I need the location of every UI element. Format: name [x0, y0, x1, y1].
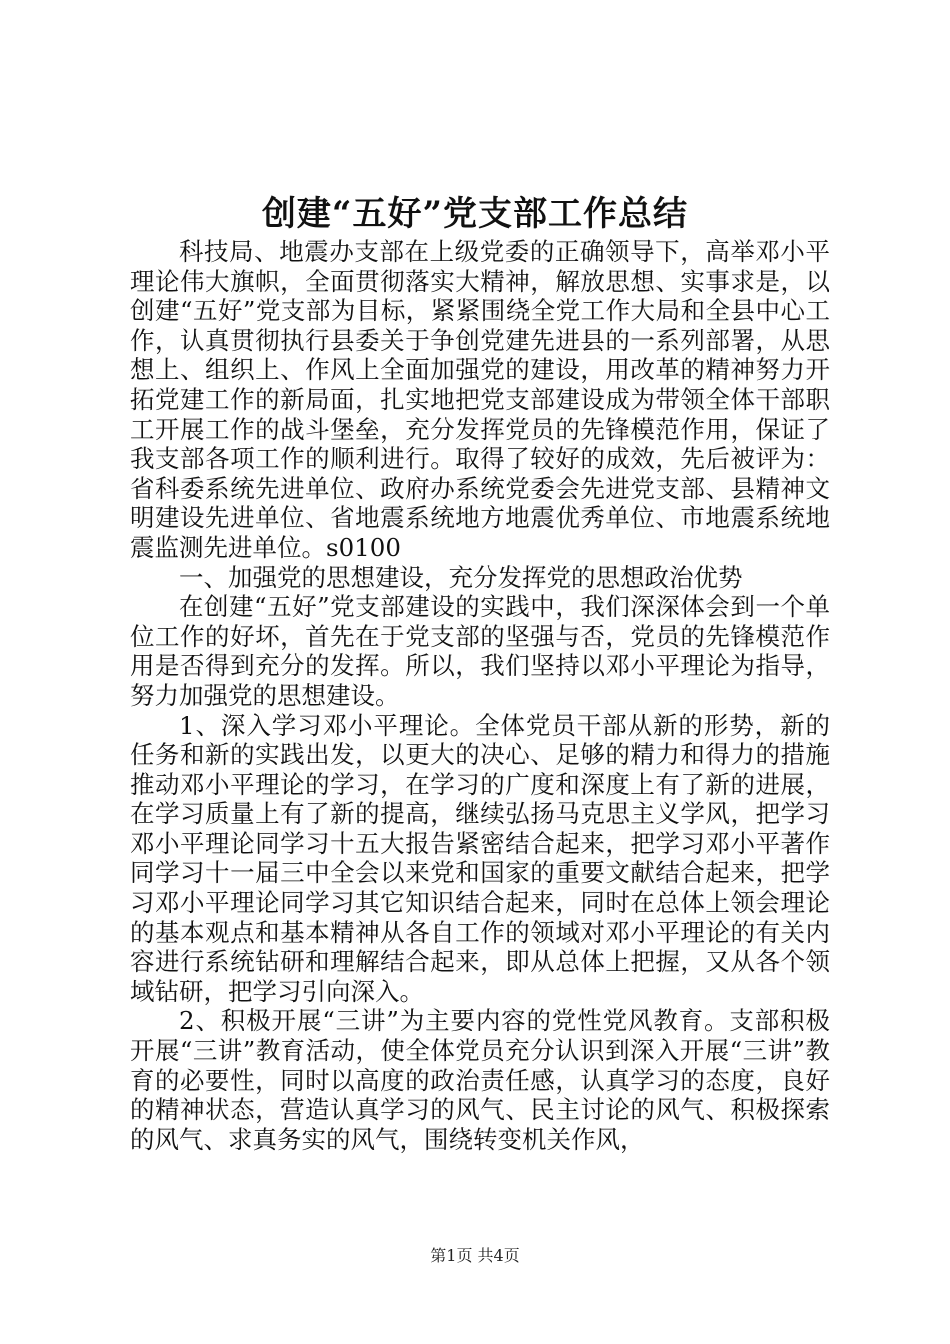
- paragraph-item-1: 1、深入学习邓小平理论。全体党员干部从新的形势，新的任务和新的实践出发，以更大的决心、足够的精力和得力的措施推动邓小平理论的学习，在学习的广度和深度上有了新的进展，在学习质量上有了新的提高，继续弘扬马克思主义学风，把学习邓小平理论同学习十五大报告紧密结合起来，把学习邓小平著作同学习十一届三中全会以来党和国家的重要文献结合起来，把学习邓小平理论同学习其它知识结合起来，同时在总体上领会理论的基本观点和基本精神从各自工作的领域对邓小平理论的有关内容进行系统钻研和理解结合起来，即从总体上把握，又从各个领域钻研，把学习引向深入。: [130, 710, 830, 1006]
- paragraph-item-2: 2、积极开展“三讲”为主要内容的党性党风教育。支部积极开展“三讲”教育活动，使全体党员充分认识到深入开展“三讲”教育的必要性，同时以高度的政治责任感，认真学习的态度，良好的精神状态，营造认真学习的风气、民主讨论的风气、积极探索的风气、求真务实的风气，围绕转变机关作风，: [130, 1006, 830, 1154]
- document-body: [130, 237, 830, 1154]
- paragraph-section-1: 在创建“五好”党支部建设的实践中，我们深深体会到一个单位工作的好坏，首先在于党支部的坚强与否，党员的先锋模范作用是否得到充分的发挥。所以，我们坚持以邓小平理论为指导，努力加强党的思想建设。: [130, 592, 830, 710]
- document-title: 创建“五好”党支部工作总结: [261, 194, 689, 234]
- page-number-footer: 第1页 共4页: [430, 1246, 520, 1265]
- section-heading-1: 一、加强党的思想建设，充分发挥党的思想政治优势: [179, 562, 743, 592]
- paragraph-intro: 科技局、地震办支部在上级党委的正确领导下，高举邓小平理论伟大旗帜，全面贯彻落实大精神，解放思想、实事求是，以创建“五好”党支部为目标，紧紧围绕全党工作大局和全县中心工作，认真贯彻执行县委关于争创党建先进县的一系列部署，从思想上、组织上、作风上全面加强党的建设，用改革的精神努力开拓党建工作的新局面，扎实地把党支部建设成为带领全体干部职工开展工作的战斗堡垒，充分发挥党员的先锋模范作用，保证了我支部各项工作的顺利进行。取得了较好的成效，先后被评为：省科委系统先进单位、政府办系统党委会先进党支部、县精神文明建设先进单位、省地震系统地方地震优秀单位、市地震系统地震监测先进单位。s0100: [130, 237, 830, 562]
